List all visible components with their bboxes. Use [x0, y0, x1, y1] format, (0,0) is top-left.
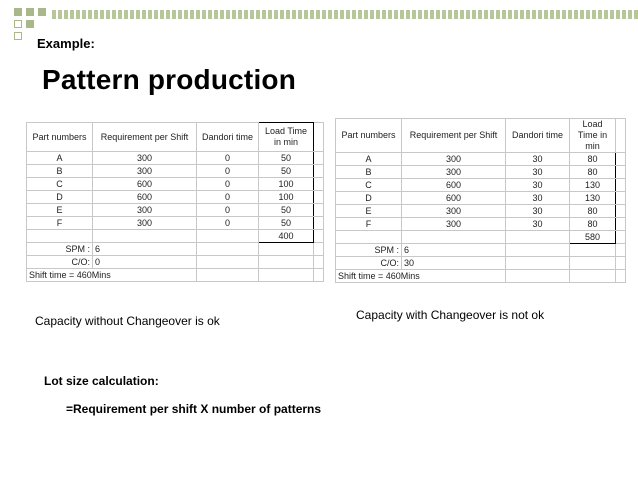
shift-row — [336, 270, 626, 283]
co-row — [27, 256, 324, 269]
total-row — [336, 231, 626, 244]
table-cell: 300 — [402, 218, 506, 231]
table-cell: 600 — [93, 191, 197, 204]
table-cell: 300 — [93, 165, 197, 178]
shift-row — [27, 269, 324, 282]
table-with-changeover — [335, 118, 626, 283]
lot-size-formula: =Requirement per shift X number of patterns — [66, 402, 322, 416]
table-header-row — [336, 119, 626, 153]
table-cell: 130 — [570, 179, 616, 192]
table-cell: 0 — [197, 204, 259, 217]
table-cell: D — [27, 191, 93, 204]
shift-time: Shift time = 460Mins — [27, 269, 197, 282]
header-decoration — [0, 0, 638, 45]
table-row — [336, 218, 626, 231]
co-value: 0 — [93, 256, 197, 269]
table-cell: A — [336, 153, 402, 166]
table-row — [27, 204, 324, 217]
column-header: Part numbers — [27, 123, 93, 152]
table-cell: 0 — [197, 217, 259, 230]
table-without-changeover — [26, 122, 324, 282]
table-cell: 600 — [402, 179, 506, 192]
table-cell: E — [27, 204, 93, 217]
table-row — [27, 217, 324, 230]
table-row — [336, 153, 626, 166]
table-cell: 80 — [570, 218, 616, 231]
table-cell: E — [336, 205, 402, 218]
table-cell: 80 — [570, 205, 616, 218]
table-cell: 30 — [506, 179, 570, 192]
table-cell: 30 — [506, 218, 570, 231]
table-row — [336, 179, 626, 192]
table-header-row — [27, 123, 324, 152]
table-cell: 600 — [93, 178, 197, 191]
table-cell: 30 — [506, 192, 570, 205]
lot-size-heading: Lot size calculation: — [44, 374, 159, 388]
table-cell: 300 — [402, 166, 506, 179]
table-row — [336, 166, 626, 179]
column-header: Part numbers — [336, 119, 402, 153]
table-row — [27, 152, 324, 165]
table-cell: 300 — [402, 153, 506, 166]
table-cell: 50 — [259, 204, 314, 217]
co-label: C/O: — [336, 257, 402, 270]
table-cell: 0 — [197, 178, 259, 191]
table-cell: 100 — [259, 191, 314, 204]
table-cell: 80 — [570, 166, 616, 179]
load-total: 580 — [570, 231, 616, 244]
table-cell: A — [27, 152, 93, 165]
table-cell: 300 — [93, 204, 197, 217]
table-row — [336, 205, 626, 218]
table-cell: 30 — [506, 205, 570, 218]
column-header: Load Time in min — [570, 119, 616, 153]
column-header: Dandori time — [197, 123, 259, 152]
table-cell: 0 — [197, 152, 259, 165]
spm-value: 6 — [93, 243, 197, 256]
table-cell: 30 — [506, 166, 570, 179]
table-cell: F — [336, 218, 402, 231]
table-cell: B — [336, 166, 402, 179]
co-row — [336, 257, 626, 270]
table-cell: 130 — [570, 192, 616, 205]
load-total: 400 — [259, 230, 314, 243]
table-row — [27, 191, 324, 204]
table-cell: D — [336, 192, 402, 205]
table-cell: 0 — [197, 165, 259, 178]
spm-label: SPM : — [336, 244, 402, 257]
table-cell: 300 — [402, 205, 506, 218]
table-cell: 600 — [402, 192, 506, 205]
column-header: Load Time in min — [259, 123, 314, 152]
co-value: 30 — [402, 257, 506, 270]
table-cell: 50 — [259, 165, 314, 178]
table-cell: 0 — [197, 191, 259, 204]
table-cell: B — [27, 165, 93, 178]
table-cell: F — [27, 217, 93, 230]
spm-row — [27, 243, 324, 256]
column-header: Requirement per Shift — [402, 119, 506, 153]
table-cell: C — [27, 178, 93, 191]
co-label: C/O: — [27, 256, 93, 269]
column-header: Requirement per Shift — [93, 123, 197, 152]
table-cell: 100 — [259, 178, 314, 191]
table-cell: 50 — [259, 217, 314, 230]
shift-time: Shift time = 460Mins — [336, 270, 506, 283]
spm-row — [336, 244, 626, 257]
slide-title: Pattern production — [42, 64, 297, 95]
table-cell: 80 — [570, 153, 616, 166]
table-cell: C — [336, 179, 402, 192]
slide-label: Example: — [37, 36, 95, 51]
table-row — [336, 192, 626, 205]
table-cell: 300 — [93, 217, 197, 230]
table-cell: 30 — [506, 153, 570, 166]
caption-without-changeover: Capacity without Changeover is ok — [35, 314, 220, 328]
column-header: Dandori time — [506, 119, 570, 153]
table-row — [27, 178, 324, 191]
table-row — [27, 165, 324, 178]
spm-label: SPM : — [27, 243, 93, 256]
total-row — [27, 230, 324, 243]
table-cell: 300 — [93, 152, 197, 165]
spm-value: 6 — [402, 244, 506, 257]
table-cell: 50 — [259, 152, 314, 165]
caption-with-changeover: Capacity with Changeover is not ok — [356, 308, 545, 322]
